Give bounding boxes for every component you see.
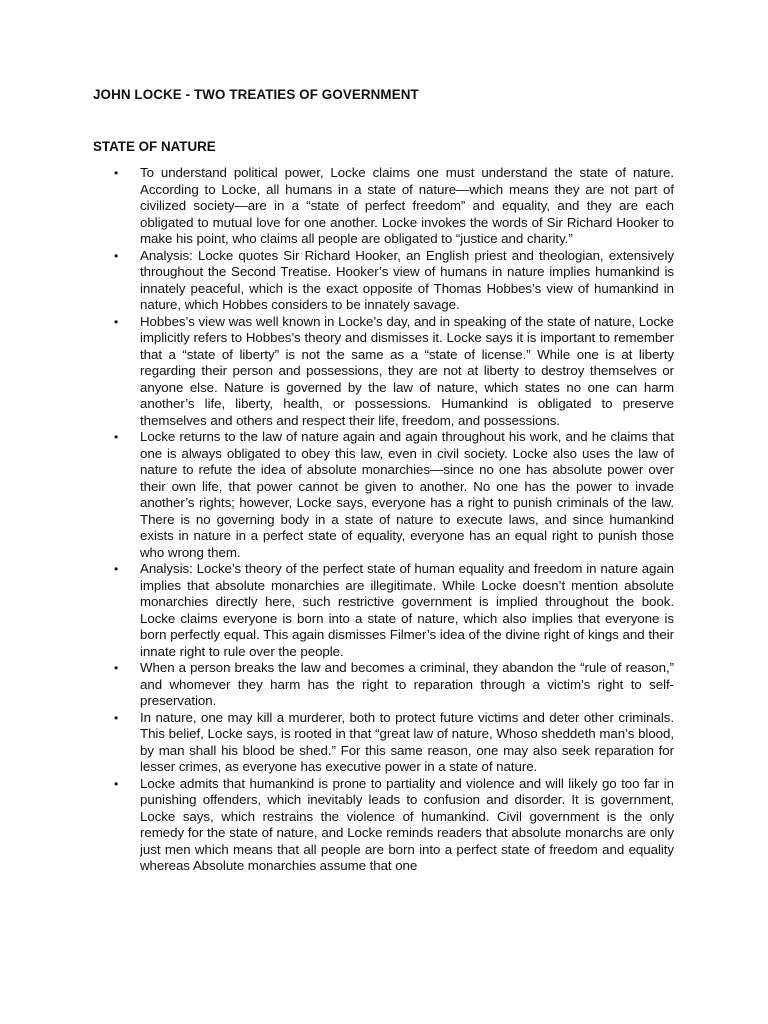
list-item (0, 561, 768, 660)
bullet-text: Locke returns to the law of nature again and again throughout his work, and he claims that one is always obligated to obey this law, even in civil society. Locke also uses the law of nature to refute the idea of absolute monarchies—since no one has absolute power over their own life, that power cannot be given to another. No one has the power to invade another’s rights; however, Locke says, everyone has a right to punish criminals of the law. There is no governing body in a state of nature to execute laws, and since humankind exists in nature in a perfect state of equality, everyone has an equal right to punish those who wrong them. (140, 429, 674, 560)
bullet-text: Analysis: Locke quotes Sir Richard Hooker, an English priest and theologian, extensively throughout the Second Treatise. Hooker’s view of humans in nature implies humankind is innately peaceful, which is the exact opposite of Thomas Hobbes’s view of humankind in nature, which Hobbes considers to be innately savage. (140, 247, 674, 312)
list-item (0, 314, 768, 430)
section-heading: STATE OF NATURE (93, 139, 216, 154)
bullet-text: Analysis: Locke’s theory of the perfect state of human equality and freedom in nature again implies that absolute monarchies are illegitimate. While Locke doesn’t mention absolute monarchies directly here, such restrictive government is implied throughout the book. Locke claims everyone is born into a state of nature, which also implies that everyone is born perfectly equal. This again dismisses Filmer’s idea of the divine right of kings and their innate right to rule over the people. (140, 561, 674, 659)
list-item (0, 429, 768, 561)
list-item (0, 776, 768, 875)
list-item (0, 660, 768, 710)
list-item (0, 248, 768, 314)
bullet-text: Hobbes’s view was well known in Locke’s day, and in speaking of the state of nature, Locke implicitly refers to Hobbes’s theory and dismisses it. Locke says it is important to remember that a “state of liberty” is not the same as a “state of license.” While one is at liberty regarding their person and possessions, they are not at liberty to destroy themselves or anyone else. Nature is governed by the law of nature, which states no one can harm another’s life, liberty, health, or possessions. Humankind is obligated to preserve themselves and others and respect their life, freedom, and possessions. (140, 313, 674, 428)
bullet-icon: • (114, 661, 119, 675)
bullet-icon: • (114, 562, 119, 576)
bullet-list (0, 165, 768, 875)
bullet-icon: • (114, 776, 119, 791)
bullet-icon: • (114, 710, 119, 725)
bullet-icon: • (114, 166, 119, 180)
list-item (0, 710, 768, 776)
bullet-icon: • (114, 248, 119, 263)
bullet-text: To understand political power, Locke claims one must understand the state of nature. According to Locke, all humans in a state of nature—which means they are not part of civilized society—are in a “state of perfect freedom” and equality, and they are each obligated to mutual love for one another. Locke invokes the words of Sir Richard Hooker to make his point, who claims all people are obligated to “justice and charity.” (140, 165, 674, 246)
document-title: JOHN LOCKE - TWO TREATIES OF GOVERNMENT (93, 87, 419, 102)
bullet-icon: • (114, 430, 119, 444)
list-item (0, 165, 768, 248)
bullet-text: When a person breaks the law and becomes a criminal, they abandon the “rule of reason,” and whomever they harm has the right to reparation through a victim’s right to self-preservation. (140, 660, 674, 708)
bullet-icon: • (114, 314, 119, 329)
bullet-text: In nature, one may kill a murderer, both to protect future victims and deter other criminals. This belief, Locke says, is rooted in that “great law of nature, Whoso sheddeth man’s blood, by man shall his blood be shed.” For this same reason, one may also seek reparation for lesser crimes, as everyone has executive power in a state of nature. (140, 709, 674, 774)
bullet-text: Locke admits that humankind is prone to partiality and violence and will likely go too far in punishing offenders, which inevitably leads to confusion and disorder. It is government, Locke says, which restrains the violence of humankind. Civil government is the only remedy for the state of nature, and Locke reminds readers that absolute monarchs are only just men which means that all people are born into a perfect state of freedom and equality whereas Absolute monarchies assume that one (140, 775, 674, 873)
